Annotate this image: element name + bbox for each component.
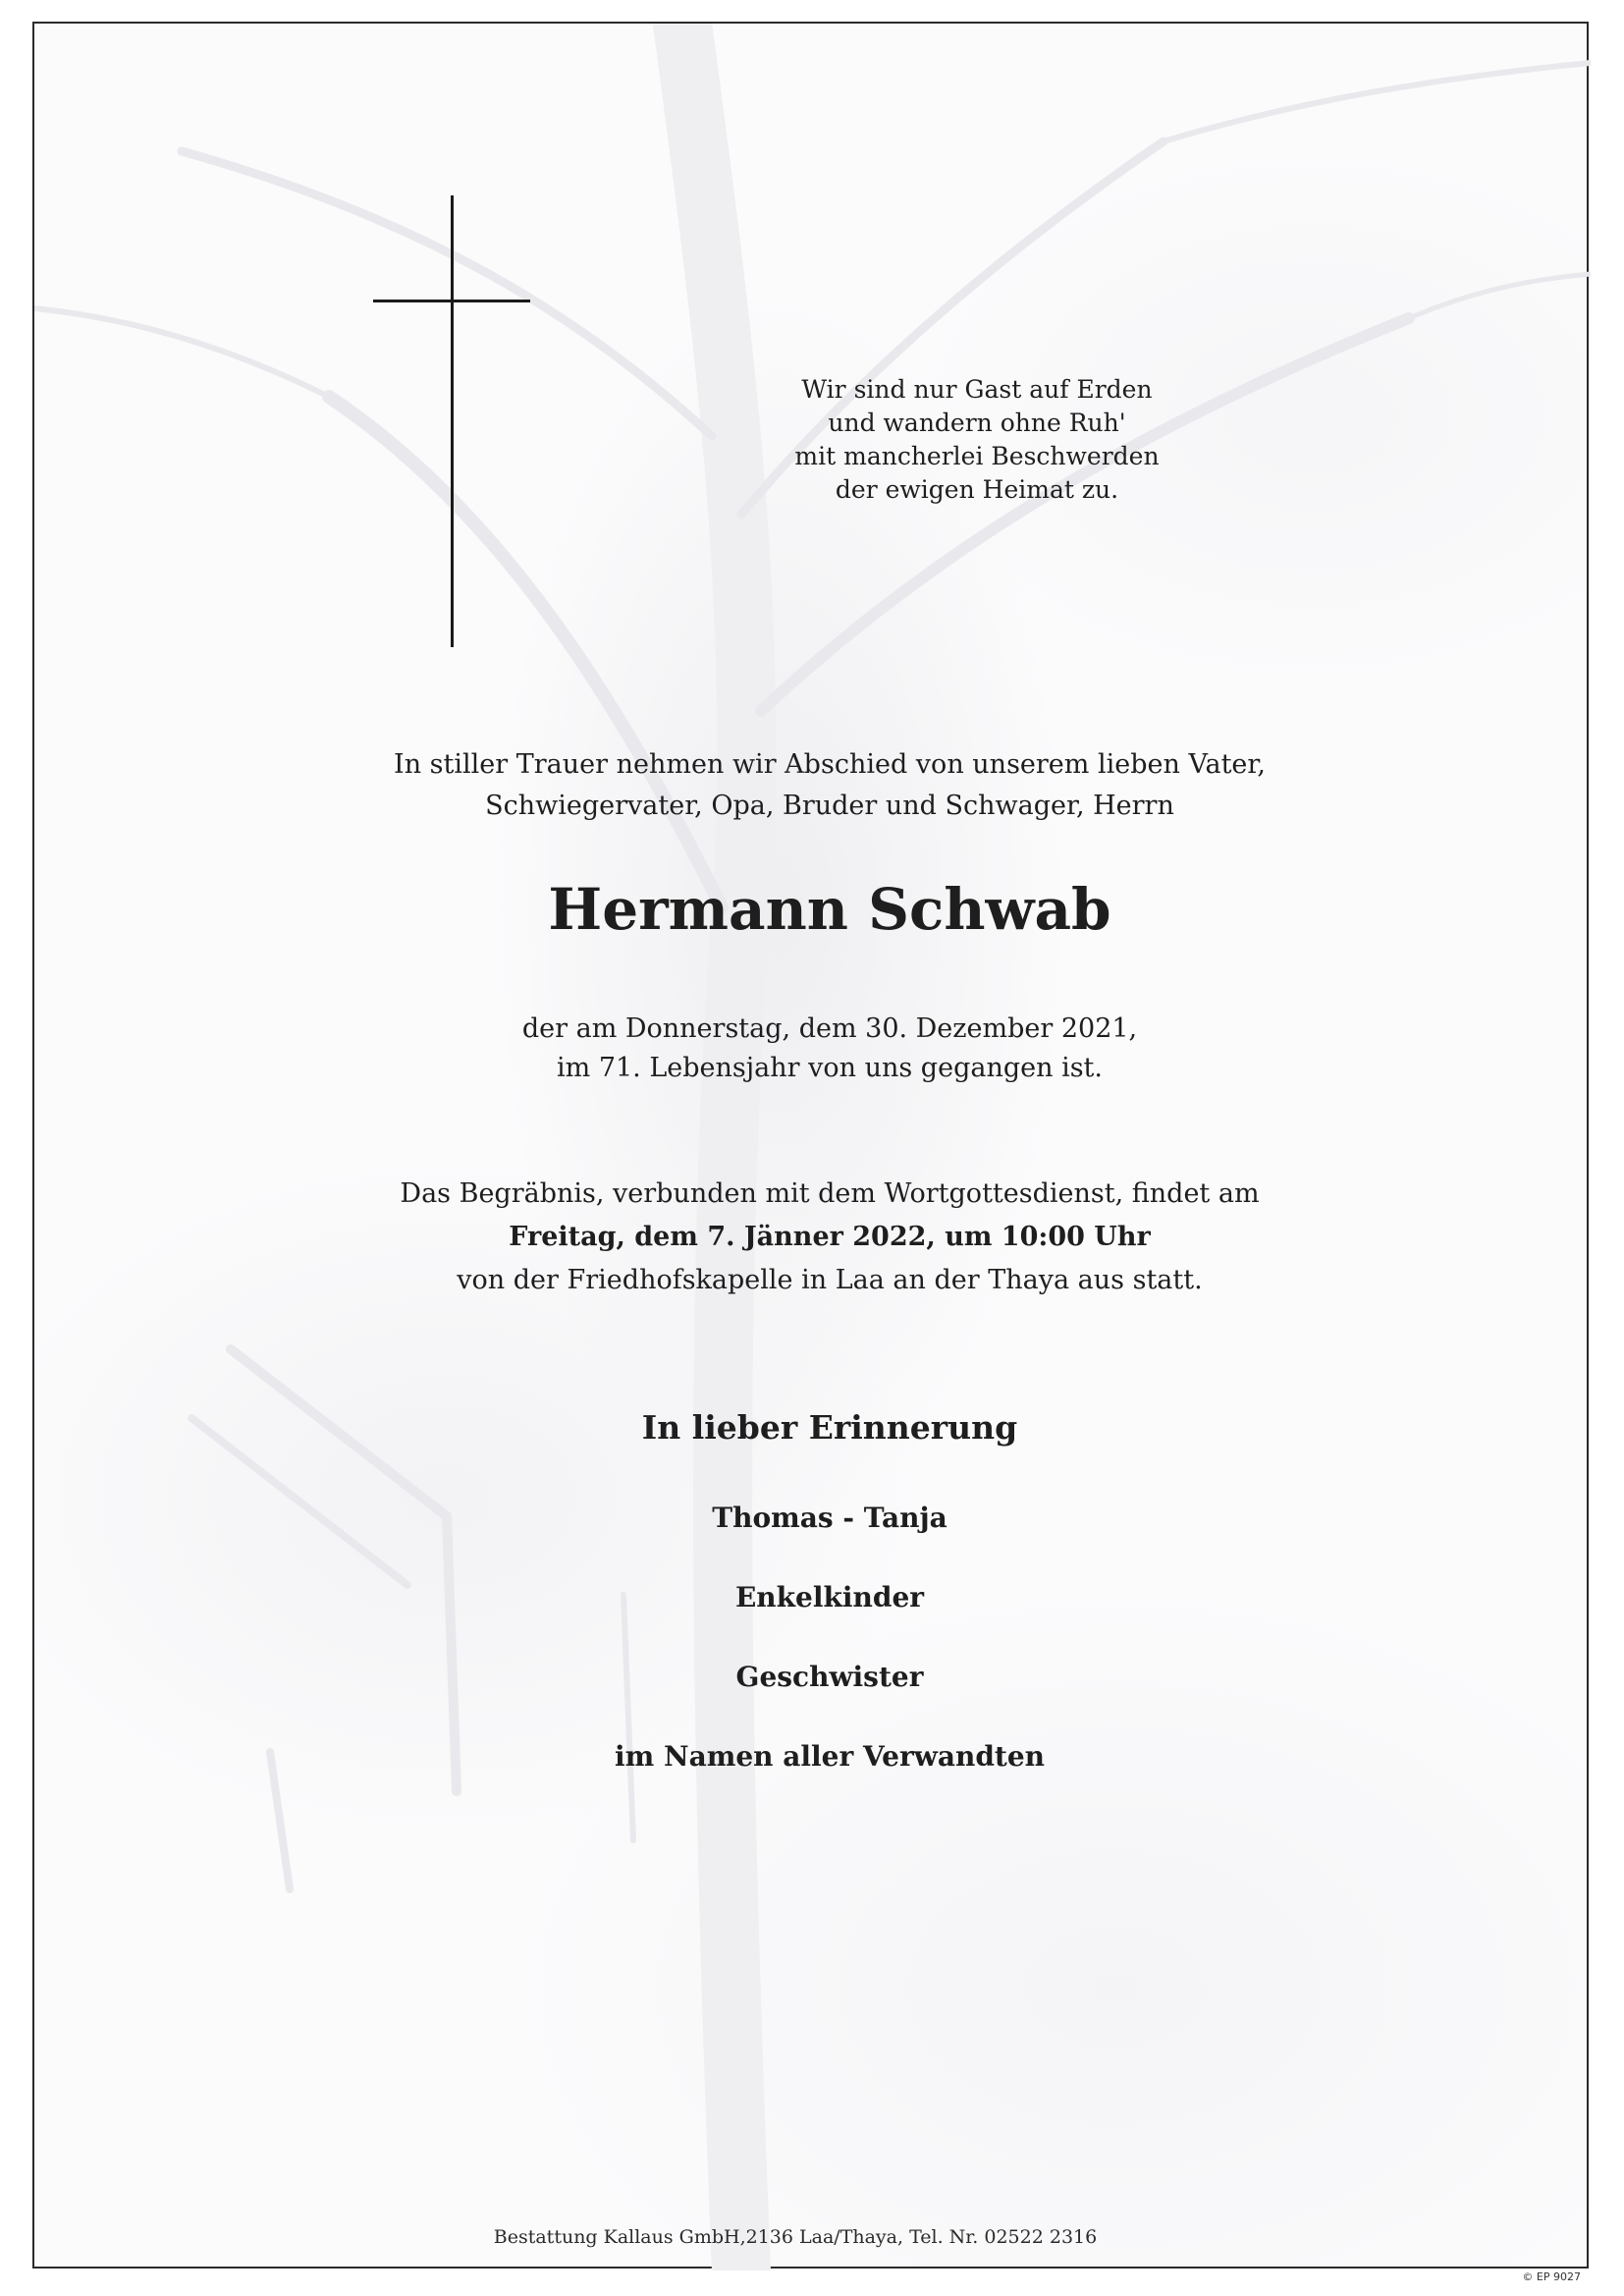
cross-horizontal-bar xyxy=(373,300,530,302)
death-notice xyxy=(329,1010,1330,1088)
mourner-item: Geschwister xyxy=(735,1661,924,1693)
verse-line: mit mancherlei Beschwerden xyxy=(794,442,1160,470)
mourner-item: im Namen aller Verwandten xyxy=(614,1740,1046,1773)
intro-line: Schwiegervater, Opa, Bruder und Schwager, Herrn xyxy=(485,791,1174,821)
funeral-home-footer: Bestattung Kallaus GmbH,2136 Laa/Thaya, Tel. Nr. 02522 2316 xyxy=(493,2226,1098,2248)
verse-line: und wandern ohne Ruh' xyxy=(828,409,1126,437)
mourners-list xyxy=(329,1499,1330,1817)
death-line: im 71. Lebensjahr von uns gegangen ist. xyxy=(557,1053,1103,1083)
poem-verse xyxy=(722,373,1232,507)
print-code: © EP 9027 xyxy=(1522,2270,1581,2283)
intro-line: In stiller Trauer nehmen wir Abschied von unserem lieben Vater, xyxy=(394,749,1266,780)
mourning-intro xyxy=(329,744,1330,827)
verse-line: Wir sind nur Gast auf Erden xyxy=(801,375,1153,404)
cross-icon xyxy=(373,195,530,647)
mourner-item: Thomas - Tanja xyxy=(712,1502,947,1534)
memory-title: In lieber Erinnerung xyxy=(641,1408,1018,1447)
verse-line: der ewigen Heimat zu. xyxy=(835,475,1119,504)
death-line: der am Donnerstag, dem 30. Dezember 2021, xyxy=(521,1013,1138,1044)
deceased-name: Hermann Schwab xyxy=(548,876,1111,943)
cross-vertical-bar xyxy=(451,195,454,647)
mourner-item: Enkelkinder xyxy=(734,1581,925,1613)
funeral-details xyxy=(280,1173,1380,1302)
background-tree-image xyxy=(34,24,1591,2270)
page-border xyxy=(32,22,1589,2269)
funeral-location: von der Friedhofskapelle in Laa an der Thaya aus statt. xyxy=(457,1265,1203,1295)
funeral-datetime: Freitag, dem 7. Jänner 2022, um 10:00 Uhr xyxy=(509,1222,1151,1252)
funeral-line: Das Begräbnis, verbunden mit dem Wortgottesdienst, findet am xyxy=(400,1178,1260,1209)
